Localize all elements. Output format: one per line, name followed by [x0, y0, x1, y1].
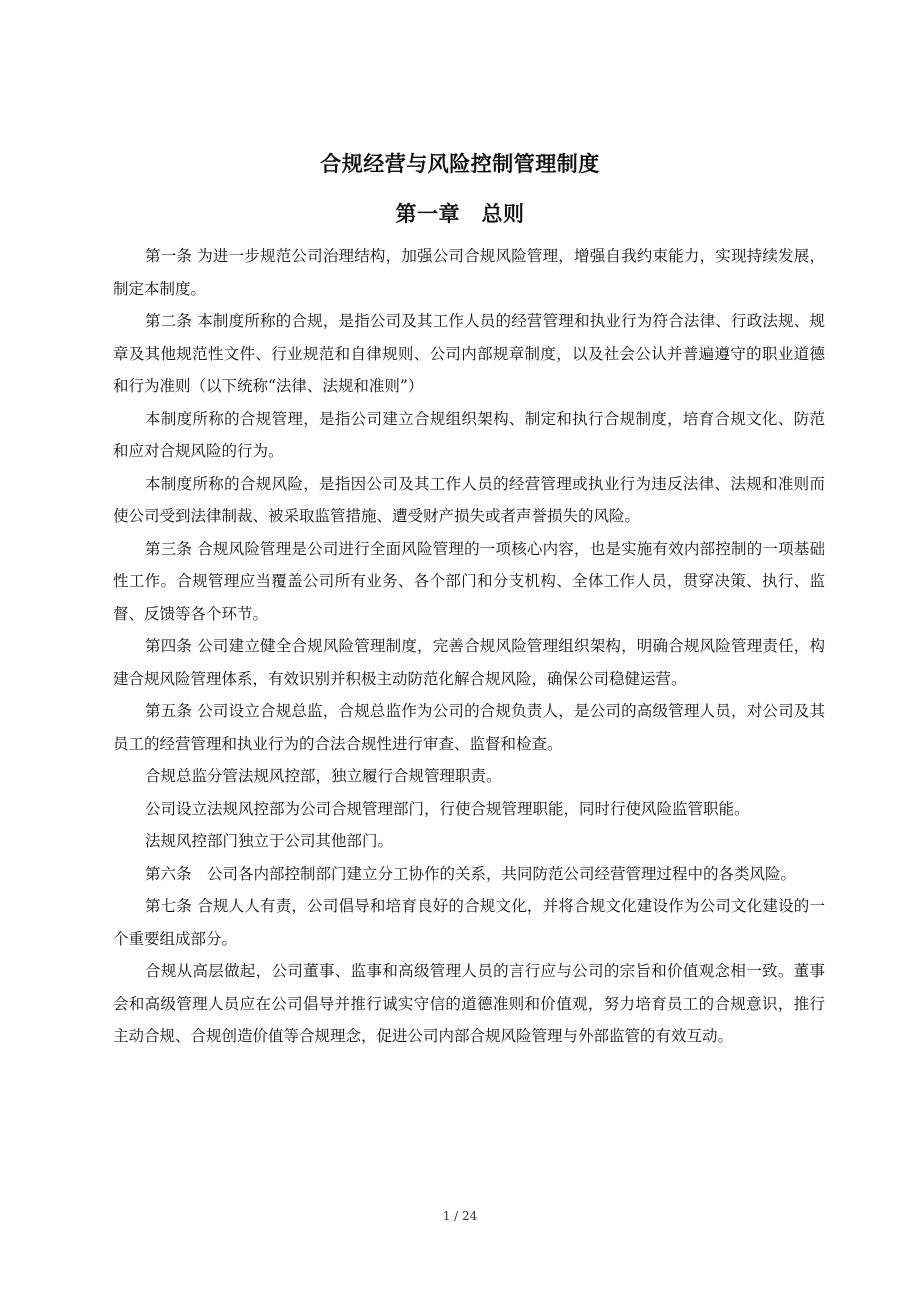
- document-title: 合规经营与风险控制管理制度: [320, 151, 600, 176]
- article-5: 第五条 公司设立合规总监，合规总监作为公司的合规负责人，是公司的高级管理人员，对公司及其员工的经营管理和执业行为的合法合规性进行审查、监督和检查。: [113, 702, 825, 753]
- article-6: 第六条 公司各内部控制部门建立分工协作的关系，共同防范公司经营管理过程中的各类风险。: [145, 864, 797, 883]
- article-5-independence: 法规风控部门独立于公司其他部门。: [145, 832, 394, 850]
- article-3: 第三条 合规风险管理是公司进行全面风险管理的一项核心内容，也是实施有效内部控制的一项基础性工作。合规管理应当覆盖公司所有业务、各个部门和分支机构、全体工作人员，贯穿决策、执行、监督、反馈等各个环节。: [113, 539, 825, 623]
- chapter-title: 第一章 总则: [395, 201, 525, 226]
- article-2: 第二条 本制度所称的合规，是指公司及其工作人员的经营管理和执业行为符合法律、行政法规、规章及其他规范性文件、行业规范和自律规则、公司内部规章制度，以及社会公认并普遍遵守的职业道德和行为准则（以下统称“法律、法规和准则”）: [113, 312, 825, 395]
- article-7: 第七条 合规人人有责，公司倡导和培育良好的合规文化，并将合规文化建设作为公司文化建设的一个重要组成部分。: [113, 897, 825, 948]
- article-5-legal-risk-dept: 公司设立法规风控部为公司合规管理部门，行使合规管理职能，同时行使风险监管职能。: [145, 799, 750, 818]
- article-2-compliance-risk: 本制度所称的合规风险，是指因公司及其工作人员的经营管理或执业行为违反法律、法规和准则而使公司受到法律制裁、被采取监管措施、遭受财产损失或者声誉损失的风险。: [113, 474, 825, 525]
- article-5-compliance-director: 合规总监分管法规风控部，独立履行合规管理职责。: [145, 767, 502, 785]
- document-body: [113, 240, 825, 1053]
- article-1: 第一条 为进一步规范公司治理结构，加强公司合规风险管理，增强自我约束能力，实现持续发展，制定本制度。: [113, 247, 825, 298]
- page-number: 1 / 24: [442, 1209, 478, 1223]
- article-2-compliance-management: 本制度所称的合规管理，是指公司建立合规组织架构、制定和执行合规制度，培育合规文化、防范和应对合规风险的行为。: [113, 409, 825, 460]
- article-4: 第四条 公司建立健全合规风险管理制度，完善合规风险管理组织架构，明确合规风险管理责任，构建合规风险管理体系，有效识别并积极主动防范化解合规风险，确保公司稳健运营。: [113, 637, 825, 688]
- article-7-top-down: 合规从高层做起，公司董事、监事和高级管理人员的言行应与公司的宗旨和价值观念相一致。董事会和高级管理人员应在公司倡导并推行诚实守信的道德准则和价值观，努力培育员工的合规意识，推行主动合规、合规创造价值等合规理念，促进公司内部合规风险管理与外部监管的有效互动。: [113, 962, 825, 1045]
